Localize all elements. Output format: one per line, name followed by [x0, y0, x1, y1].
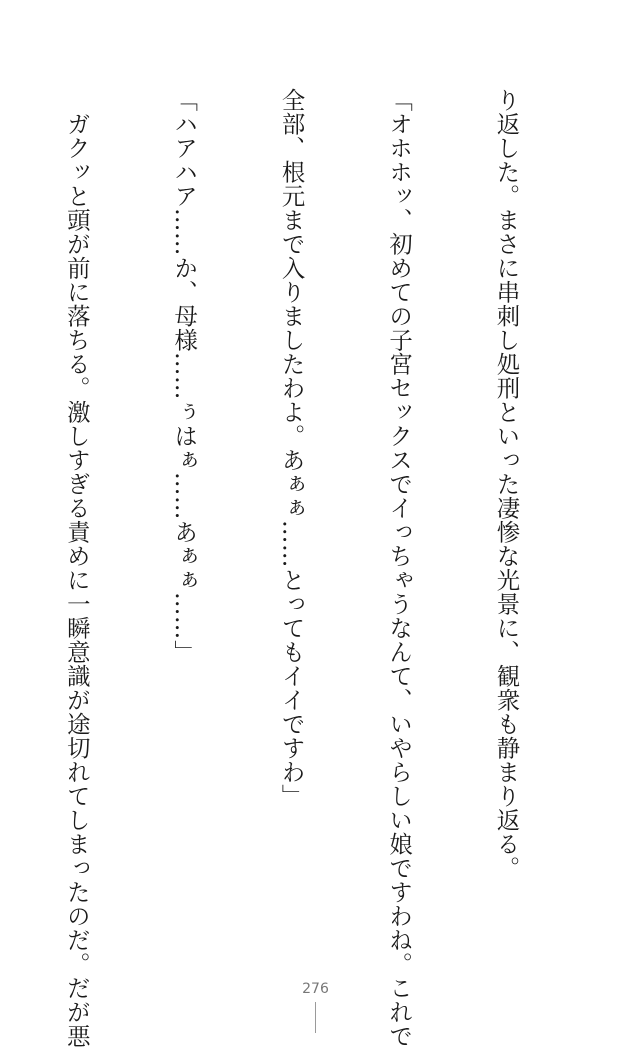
- page-number: 276: [302, 981, 329, 997]
- text-line: 「オホホッ、初めての子宮セックスでイっちゃうなんて、いやらしい娘ですわね。これで: [385, 88, 414, 1048]
- page-number-rule: [315, 1002, 316, 1033]
- text-line: り返した。まさに串刺し処刑といった凄惨な光景に、観衆も静まり返る。: [492, 88, 521, 880]
- text-line: ガクッと頭が前に落ちる。激しすぎる責めに一瞬意識が途切れてしまったのだ。だが悪: [62, 88, 91, 1048]
- text-line: 「ハアハア……か、母様……ぅはぁ……あぁぁ……」: [170, 88, 199, 664]
- text-line: 全部、根元まで入りましたわよ。あぁぁ……とってもイイですわ」: [277, 88, 306, 808]
